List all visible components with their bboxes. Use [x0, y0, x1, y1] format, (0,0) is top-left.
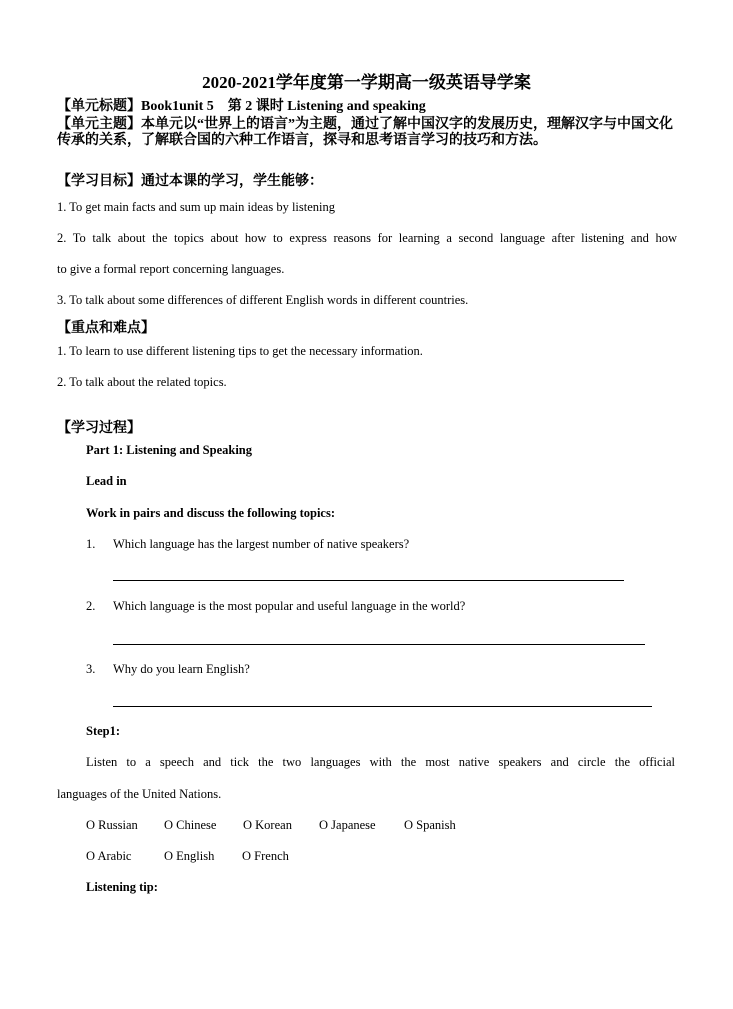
question-number: 1.	[86, 537, 96, 551]
unit-theme: 【单元主题】本单元以“世界上的语言”为主题，通过了解中国汉字的发展历史，理解汉字与中国文化传承的关系，了解联合国的六种工作语言，探寻和思考语言学习的技巧和方法。	[57, 117, 673, 148]
work-in-pairs-instruction: Work in pairs and discuss the following topics:	[86, 506, 336, 520]
option-arabic[interactable]: O Arabic	[86, 849, 132, 863]
option-spanish[interactable]: O Spanish	[404, 818, 456, 832]
option-korean[interactable]: O Korean	[243, 818, 292, 832]
lead-in-heading: Lead in	[86, 474, 127, 488]
key-point-1: 1. To learn to use different listening tips to get the necessary information.	[57, 344, 423, 358]
step-1-instruction-line-2: languages of the United Nations.	[57, 787, 222, 801]
goals-heading: 【学习目标】通过本课的学习，学生能够：	[57, 174, 323, 189]
question-number: 3.	[86, 662, 96, 676]
step-1-heading: Step1:	[86, 724, 121, 738]
option-japanese[interactable]: O Japanese	[319, 818, 376, 832]
answer-line	[113, 644, 645, 645]
answer-line	[113, 706, 652, 707]
key-point-2: 2. To talk about the related topics.	[57, 375, 227, 389]
unit-title: 【单元标题】Book1unit 5 第 2 课时 Listening and speaking	[57, 99, 426, 114]
goal-2-line-1: 2. To talk about the topics about how to express reasons for learning a second language after listening and how	[57, 231, 677, 245]
question-text: Why do you learn English?	[113, 662, 250, 676]
question-text: Which language has the largest number of native speakers?	[113, 537, 410, 551]
goal-1: 1. To get main facts and sum up main ideas by listening	[57, 200, 336, 214]
part-1-heading: Part 1: Listening and Speaking	[86, 443, 253, 457]
option-russian[interactable]: O Russian	[86, 818, 138, 832]
listening-tip-heading: Listening tip:	[86, 880, 158, 894]
key-points-heading: 【重点和难点】	[57, 321, 155, 336]
question-text: Which language is the most popular and useful language in the world?	[113, 599, 466, 613]
answer-line	[113, 580, 624, 581]
question-number: 2.	[86, 599, 96, 613]
option-english[interactable]: O English	[164, 849, 215, 863]
step-1-instruction-line-1: Listen to a speech and tick the two languages with the most native speakers and circle the official	[86, 755, 675, 769]
process-heading: 【学习过程】	[57, 421, 141, 436]
option-french[interactable]: O French	[242, 849, 289, 863]
goal-2-line-2: to give a formal report concerning languages.	[57, 262, 285, 276]
goal-3: 3. To talk about some differences of different English words in different countries.	[57, 293, 469, 307]
option-chinese[interactable]: O Chinese	[164, 818, 217, 832]
page-title: 2020-2021学年度第一学期高一级英语导学案	[202, 73, 531, 92]
